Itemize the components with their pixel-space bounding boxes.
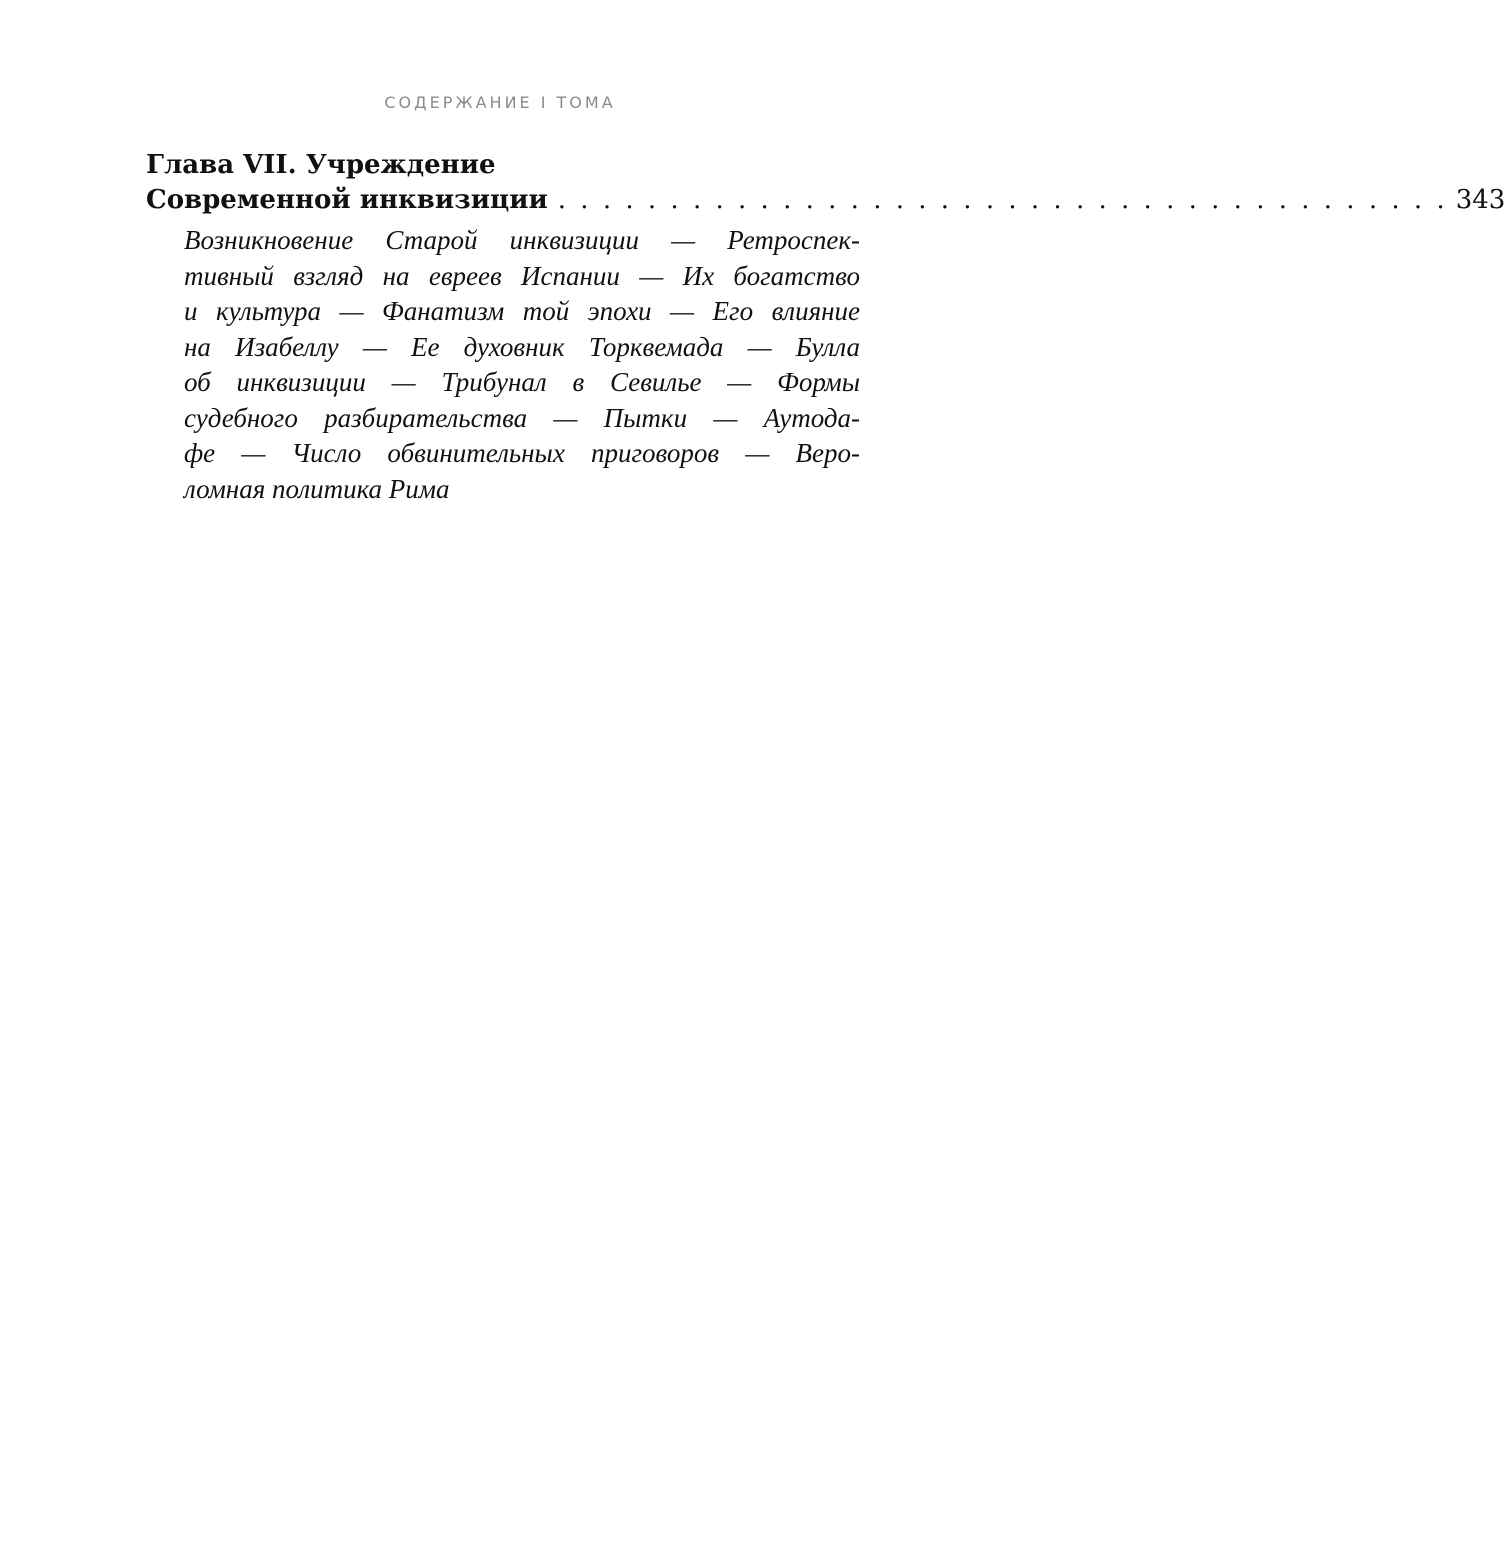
summary-line: об инквизиции — Трибунал в Севилье — Формы [184,367,860,397]
summary-line: ломная политика Рима [184,473,450,504]
summary-line: и культура — Фанатизм той эпохи — Его влияние [184,296,860,326]
summary-line: Возникновение Старой инквизиции — Ретроспек- [184,225,860,255]
chapter-title-line-1: Глава VII. Учреждение [146,150,496,180]
chapter-title-line-2: Современной инквизиции [146,185,548,215]
summary-line: судебного разбирательства — Пытки — Аутода- [184,402,860,433]
chapter-summary [184,223,860,507]
summary-line: фе — Число обвинительных приговоров — Веро- [184,438,860,468]
chapter-title-row [146,183,1505,218]
running-head: СОДЕРЖАНИЕ I ТОМА [384,93,616,112]
dot-leader: . . . . . . . . . . . . . . . . . . . . . . . . . . . . . . . . . . . . . . . . [557,185,1448,215]
summary-line: на Изабеллу — Ее духовник Торквемада — Булла [184,331,860,362]
toc-entry [146,148,1505,507]
page-number: 343 [1455,185,1505,215]
summary-line: тивный взгляд на евреев Испании — Их богатство [184,260,860,291]
